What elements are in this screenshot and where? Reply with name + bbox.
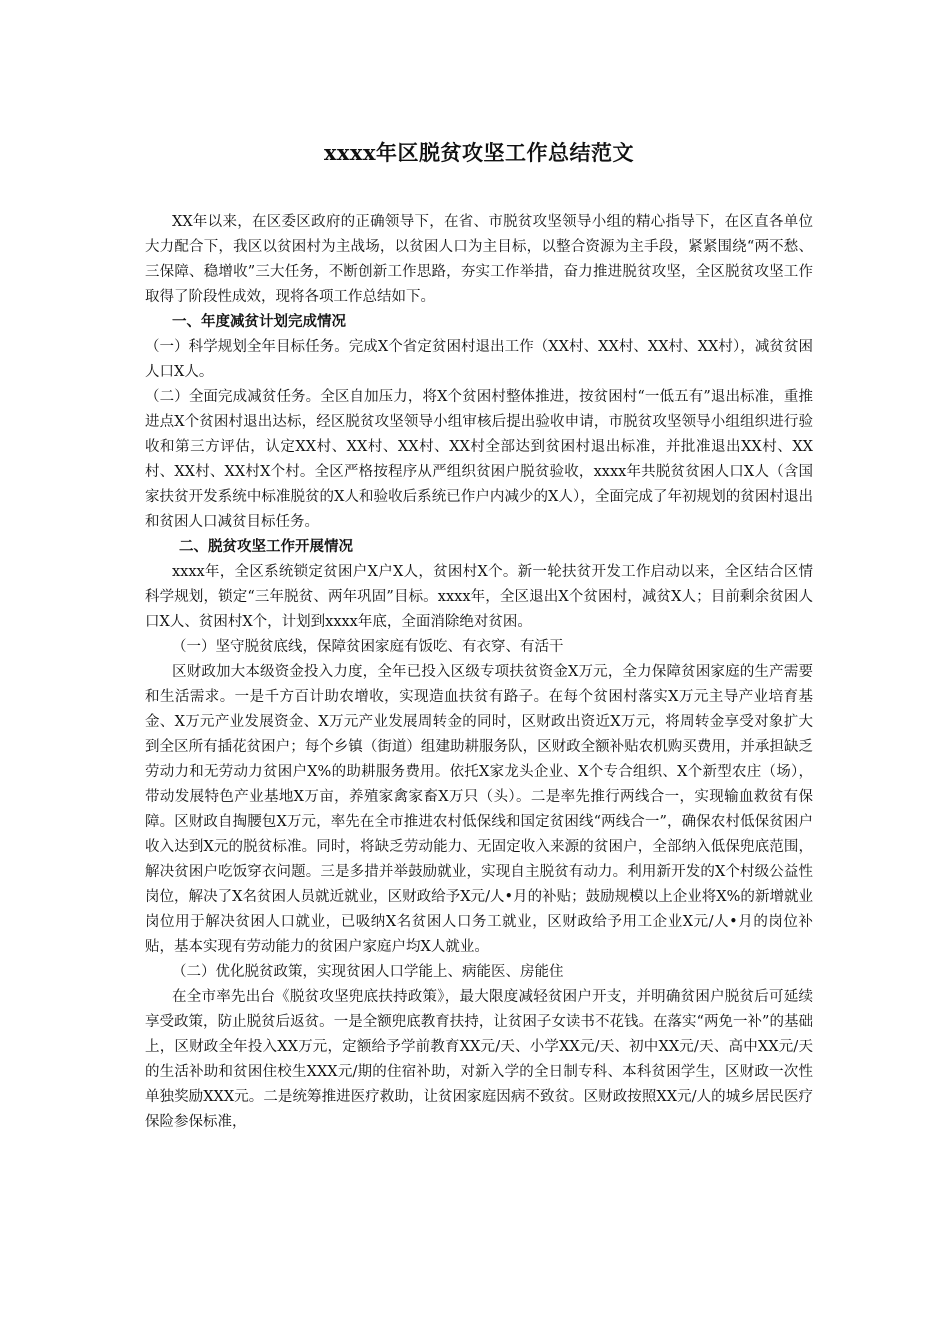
- section1-paragraph-2: （二）全面完成减贫任务。全区自加压力，将X个贫困村整体推进，按贫困村“一低五有”退出标准，重推进点X个贫困村退出达标，经区脱贫攻坚领导小组审核后提出验收申请，市脱贫攻坚领导小组组织进行验收和第三方评估，认定XX村、XX村、XX村、XX村全部达到贫困村退出标准，并批准退出XX村、XX村、XX村、XX村X个村。全区严格按程序从严组织贫困户脱贫验收，xxxx年共脱贫贫困人口X人（含国家扶贫开发系统中标准脱贫的X人和验收后系统已作户内减少的X人），全面完成了年初规划的贫困村退出和贫困人口减贫目标任务。: [145, 389, 813, 530]
- intro-paragraph: XX年以来，在区委区政府的正确领导下，在省、市脱贫攻坚领导小组的精心指导下，在区直各单位大力配合下，我区以贫困村为主战场，以贫困人口为主目标，以整合资源为主手段，紧紧围绕“两不愁、三保障、稳增收”三大任务，不断创新工作思路，夯实工作举措，奋力推进脱贫攻坚，全区脱贫攻坚工作取得了阶段性成效，现将各项工作总结如下。: [145, 214, 813, 305]
- section1-paragraph-1: （一）科学规划全年目标任务。完成X个省定贫困村退出工作（XX村、XX村、XX村、XX村），减贫贫困人口X人。: [145, 339, 813, 380]
- section2-subheading-2: （二）优化脱贫政策，实现贫困人口学能上、病能医、房能住: [172, 964, 564, 980]
- section-heading-2: 二、脱贫攻坚工作开展情况: [179, 539, 353, 555]
- section2-paragraph-2: 区财政加大本级资金投入力度，全年已投入区级专项扶贫资金X万元，全力保障贫困家庭的生产需要和生活需求。一是千方百计助农增收，实现造血扶贫有路子。在每个贫困村落实X万元主导产业培育基金、X万元产业发展资金、X万元产业发展周转金的同时，区财政出资近X万元，将周转金享受对象扩大到全区所有插花贫困户；每个乡镇（街道）组建助耕服务队，区财政全额补贴农机购买费用，并承担缺乏劳动力和无劳动力贫困户X%的助耕服务费用。依托X家龙头企业、X个专合组织、X个新型农庄（场），带动发展特色产业基地X万亩，养殖家禽家畜X万只（头）。二是率先推行两线合一，实现输血救贫有保障。区财政自掏腰包X万元，率先在全市推进农村低保线和国定贫困线“两线合一”，确保农村低保贫困户收入达到X元的脱贫标准。同时，将缺乏劳动能力、无固定收入来源的贫困户，全部纳入低保兜底范围，解决贫困户吃饭穿衣问题。三是多措并举鼓励就业，实现自主脱贫有动力。利用新开发的X个村级公益性岗位，解决了X名贫困人员就近就业，区财政给予X元/人•月的补贴；鼓励规模以上企业将X%的新增就业岗位用于解决贫困人口就业，已吸纳X名贫困人口务工就业，区财政给予用工企业X元/人•月的岗位补贴，基本实现有劳动能力的贫困户家庭户均X人就业。: [145, 664, 813, 955]
- section2-paragraph-3: 在全市率先出台《脱贫攻坚兜底扶持政策》，最大限度减轻贫困户开支，并明确贫困户脱贫后可延续享受政策，防止脱贫后返贫。一是全额兜底教育扶持，让贫困子女读书不花钱。在落实“两免一补”的基础上，区财政全年投入XX万元，定额给予学前教育XX元/天、小学XX元/天、初中XX元/天、高中XX元/天的生活补助和贫困住校生XXX元/期的住宿补助，对新入学的全日制专科、本科贫困学生，区财政一次性单独奖励XXX元。二是统筹推进医疗救助，让贫困家庭因病不致贫。区财政按照XX元/人的城乡居民医疗保险参保标准，: [145, 989, 813, 1130]
- document-title: xxxx年区脱贫攻坚工作总结范文: [323, 140, 635, 165]
- section2-paragraph-1: xxxx年，全区系统锁定贫困户X户X人，贫困村X个。新一轮扶贫开发工作启动以来，全区结合区情科学规划，锁定“三年脱贫、两年巩固”目标。xxxx年，全区退出X个贫困村，减贫X人；目前剩余贫困人口X人、贫困村X个，计划到xxxx年底，全面消除绝对贫困。: [145, 564, 813, 630]
- document-page: [145, 138, 813, 1135]
- section-heading-1: 一、年度减贫计划完成情况: [172, 314, 346, 330]
- section2-subheading-1: （一）坚守脱贫底线，保障贫困家庭有饭吃、有衣穿、有活干: [172, 639, 564, 655]
